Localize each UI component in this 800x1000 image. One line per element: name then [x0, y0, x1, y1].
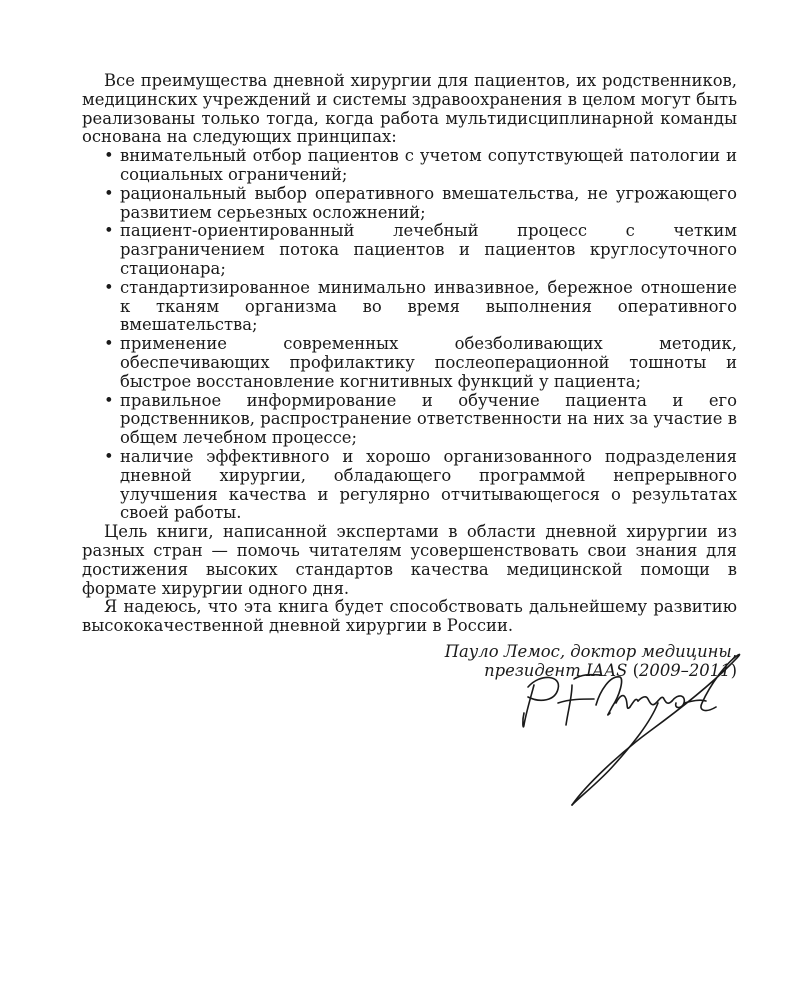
intro-paragraph: Все преимущества дневной хирургии для пациентов, их родственников, медицинских учреждений и системы здравоохранения в целом могут быть реализованы только тогда, когда работа мультидисциплинарной команды основана на следующих принципах: — [82, 71, 737, 147]
list-item-text: применение современных обезболивающих методик, обеспечивающих профилактику послеоперационной тошноты и быстрое восстановление когнитивных функций у пациента; — [120, 334, 737, 391]
list-item — [82, 279, 737, 335]
principles-list — [82, 147, 737, 523]
bullet-icon: • — [104, 221, 114, 241]
paren-close: ) — [730, 660, 737, 680]
list-item-text: внимательный отбор пациентов с учетом сопутствующей патологии и социальных ограничений; — [120, 146, 737, 184]
bullet-icon: • — [104, 446, 114, 466]
bullet-icon: • — [104, 146, 114, 166]
list-item — [82, 222, 737, 278]
bullet-icon: • — [104, 277, 114, 297]
paren-open: ( — [632, 660, 639, 680]
list-item — [82, 335, 737, 391]
list-item-text: рациональный выбор оперативного вмешательства, не угрожающего развитием серьезных осложнений; — [120, 183, 737, 222]
list-item-text: пациент-ориентированный лечебный процесс с четким разграничением потока пациентов и пациентов круглосуточного стационара; — [120, 221, 737, 278]
author-title: президент IAAS — [484, 660, 628, 680]
author-name-line: Пауло Лемос, доктор медицины, — [444, 641, 737, 661]
hope-paragraph: Я надеюсь, что эта книга будет способствовать дальнейшему развитию высококачественной дневной хирургии в России. — [82, 597, 737, 636]
list-item — [82, 185, 737, 223]
bullet-icon: • — [104, 334, 114, 354]
list-item-text: правильное информирование и обучение пациента и его родственников, распространение ответственности на них за участие в общем лечебном процессе; — [120, 390, 737, 448]
goal-paragraph: Цель книги, написанной экспертами в области дневной хирургии из разных стран — помочь читателям усовершенствовать свои знания для достижения высоких стандартов качества медицинской помощи в формате хирургии одного дня. — [82, 522, 737, 598]
list-item — [82, 147, 737, 185]
list-item-text: стандартизированное минимально инвазивное, бережное отношение к тканям организма во время выполнения оперативного вмешательства; — [120, 277, 737, 335]
bullet-icon: • — [104, 183, 114, 203]
list-item — [82, 392, 737, 448]
bullet-icon: • — [104, 390, 114, 410]
document-page — [82, 72, 737, 681]
list-item-text: наличие эффективного и хорошо организованного подразделения дневной хирургии, обладающего программой непрерывного улучшения качества и регулярно отчитывающегося о результатах своей работы. — [120, 446, 737, 523]
author-years: 2009–2011 — [638, 660, 731, 680]
handwritten-signature — [510, 645, 750, 815]
list-item — [82, 448, 737, 523]
